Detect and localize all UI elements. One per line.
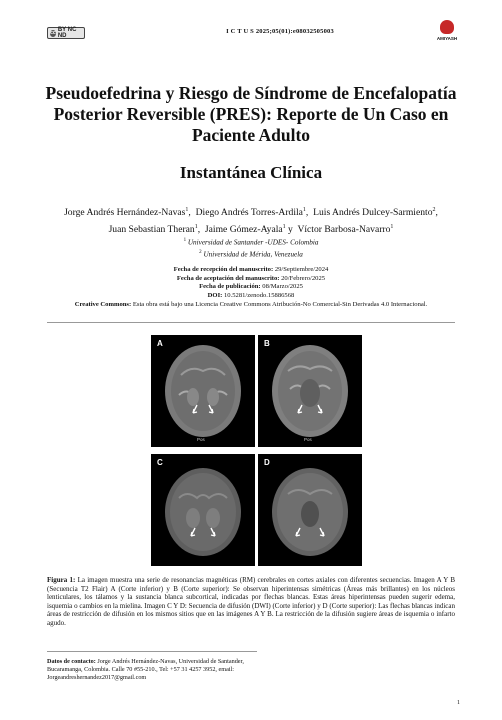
article-section: Instantánea Clínica — [179, 163, 323, 182]
mri-panel-a — [151, 335, 255, 447]
contact-label: Datos de contacto: — [47, 658, 96, 665]
contact-details — [47, 658, 267, 682]
license-badge-text: BY NC ND — [57, 27, 77, 39]
panel-label: D — [264, 458, 270, 467]
page-number: 1 — [457, 700, 460, 706]
affiliation: $^2$ Universidad de Mérida, Venezuela — [199, 249, 303, 259]
manuscript-metadata — [30, 266, 472, 310]
divider — [47, 322, 455, 323]
creative-commons-note: Creative Commons: Esta obra está bajo una Licencia Creative Commons Atribución-No Comercial-Sin Derivadas 4.0 Internacional. — [74, 300, 428, 308]
logo-icon — [440, 20, 454, 34]
mri-panel-b — [258, 335, 362, 447]
author: Jorge Andrés Hernández-Navas$^1$ — [64, 207, 189, 219]
contact-text: Jorge Andrés Hernández-Navas, Universidad de Santander, Bucaramanga, Colombia. Calle 70 #55-210., Tel: +57 31 4257 3952, email: Jorgeandreshernandez2017@gmail.com — [47, 658, 244, 681]
mri-figure — [147, 333, 366, 573]
author: Diego Andrés Torres-Ardila$^1$ — [195, 207, 306, 219]
published-date: Fecha de publicación: 08/Marzo/2025 — [199, 283, 303, 291]
doi[interactable]: DOI: 10.5281/zenodo.15886568 — [207, 292, 295, 300]
author: Luis Andrés Dulcey-Sarmiento$^2$ — [313, 207, 436, 219]
received-date: Fecha de recepción del manuscrito: 29/Septiembre/2024 — [173, 266, 329, 273]
panel-label: B — [264, 339, 270, 348]
accepted-date: Fecha de aceptación del manuscrito: 20/Febrero/2025 — [176, 274, 326, 282]
mri-panel-c — [151, 454, 255, 566]
brain-scan-image — [151, 454, 255, 566]
caption-label: Figura 1: — [47, 576, 76, 584]
brain-scan-image — [151, 335, 255, 447]
pos-label: Pos — [304, 437, 312, 442]
article-title: Pseudoefedrina y Riesgo de Síndrome de Encefalopatía Posterior Reversible (PRES): Reporte de Un Caso en Paciente Adulto — [45, 83, 457, 145]
author: Juan Sebastian Theran$^1$ — [108, 224, 198, 236]
cc-icon: cc — [50, 29, 56, 36]
license-badge[interactable] — [47, 27, 85, 39]
logo-text: AMIYASH — [436, 36, 458, 41]
pos-label: Pos — [197, 437, 205, 442]
author-list: Jorge Andrés Hernández-Navas$^1$, Diego Andrés Torres-Ardila$^1$, Luis Andrés Dulcey-Sarmiento$^2$, Juan Sebastian Theran$^1$, Jaime Gómez-Ayala$^1$ y Víctor Barbosa-Navarro$^1$ — [64, 207, 438, 236]
mri-panel-d — [258, 454, 362, 566]
affiliation: $^1$ Universidad de Santander -UDES- Colombia — [183, 238, 319, 247]
footnote-divider — [47, 651, 257, 652]
brain-scan-image — [258, 335, 362, 447]
figure-caption — [47, 576, 455, 628]
brain-scan-image — [258, 454, 362, 566]
panel-label: C — [157, 458, 163, 467]
affiliations — [60, 236, 442, 260]
author: Víctor Barbosa-Navarro$^1$ — [297, 224, 394, 236]
caption-text: La imagen muestra una serie de resonancias magnéticas (RM) cerebrales en cortes axiales con diferentes secuencias. Imagen A Y B (Secuencia T2 Flair) A (Corte inferior) y B (Corte superior): Se observan hiperintensas simétricas (Áreas más brillantes) en los núcleos lenticulares, los tálamos y la sustancia blanca subcortical, indicadas por flechas blancas. Estas áreas hiperintensas pueden sugerir edema, isquemia o cambios en la mielina. Imagen C Y D: Secuencia de difusión (DWI) (Corte inferior) y D (Corte superior): Las flechas blancas indican áreas de restricción de difusión en los mismos sitios que en las imágenes A Y B. La restricción de la difusión sugiere áreas de isquemia o infarto agudo. — [47, 576, 456, 627]
journal-logo — [433, 20, 461, 41]
journal-reference: I C T U S 2025;05(01):e08032505003 — [226, 28, 334, 35]
author: Jaime Gómez-Ayala$^1$ — [204, 224, 286, 236]
panel-label: A — [157, 339, 163, 348]
